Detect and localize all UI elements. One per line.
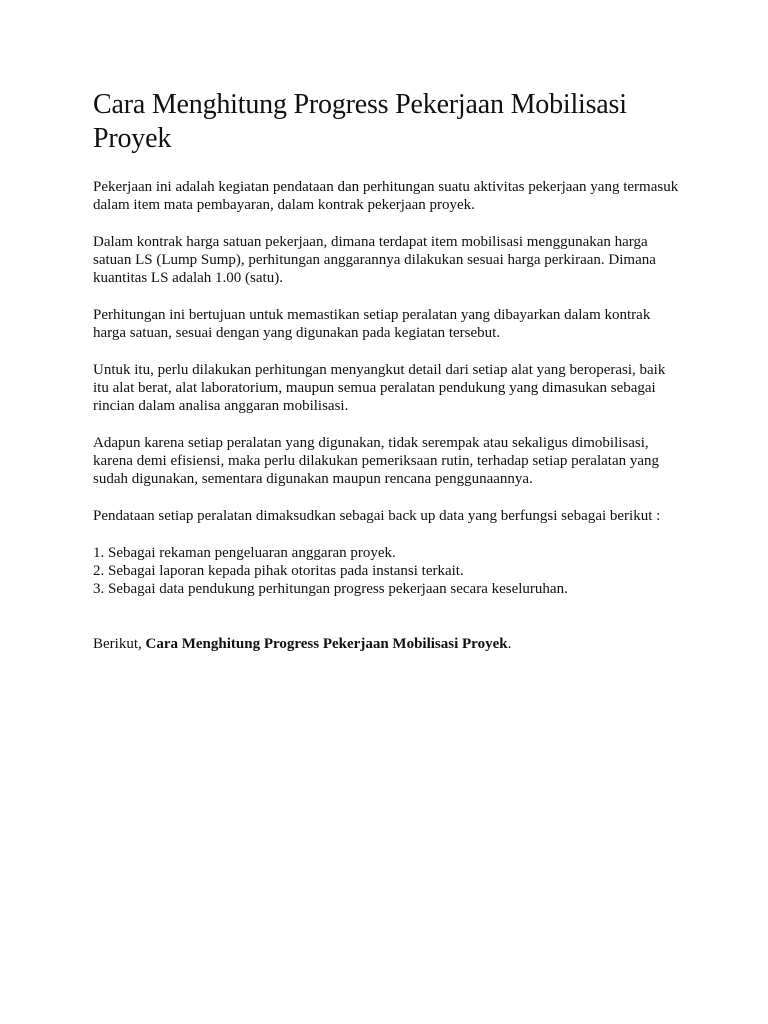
list-item: 2. Sebagai laporan kepada pihak otoritas pada instansi terkait. bbox=[93, 563, 464, 579]
paragraph-3: Perhitungan ini bertujuan untuk memastikan setiap peralatan yang dibayarkan dalam kontrak harga satuan, sesuai dengan yang digunakan pada kegiatan tersebut. bbox=[93, 307, 651, 341]
paragraph-4: Untuk itu, perlu dilakukan perhitungan menyangkut detail dari setiap alat yang beroperasi, baik itu alat berat, alat laboratorium, maupun semua peralatan pendukung yang dimasukan sebagai rincian dalam analisa anggaran mobilisasi. bbox=[93, 362, 666, 414]
paragraph-1: Pekerjaan ini adalah kegiatan pendataan dan perhitungan suatu aktivitas pekerjaan yang termasuk dalam item mata pembayaran, dalam kontrak pekerjaan proyek. bbox=[93, 179, 679, 213]
page-title: Cara Menghitung Progress Pekerjaan Mobilisasi Proyek bbox=[93, 89, 627, 154]
paragraph-5: Adapun karena setiap peralatan yang digunakan, tidak serempak atau sekaligus dimobilisasi, karena demi efisiensi, maka perlu dilakukan pemeriksaan rutin, terhadap setiap peralatan yang sudah digunakan, sementara digunakan maupun rencana penggunaannya. bbox=[93, 435, 660, 487]
list-item: 3. Sebagai data pendukung perhitungan progress pekerjaan secara keseluruhan. bbox=[93, 581, 568, 597]
closing-bold-title: Cara Menghitung Progress Pekerjaan Mobilisasi Proyek bbox=[145, 636, 508, 652]
list-item: 1. Sebagai rekaman pengeluaran anggaran proyek. bbox=[93, 545, 396, 561]
paragraph-2: Dalam kontrak harga satuan pekerjaan, dimana terdapat item mobilisasi menggunakan harga satuan LS (Lump Sump), perhitungan anggarannya dilakukan sesuai harga perkiraan. Dimana kuantitas LS adalah 1.00 (satu). bbox=[93, 234, 656, 286]
backup-purpose-list bbox=[93, 544, 683, 598]
paragraph-6: Pendataan setiap peralatan dimaksudkan sebagai back up data yang berfungsi sebagai berikut : bbox=[93, 508, 661, 524]
closing-line bbox=[93, 635, 683, 653]
document-page bbox=[93, 88, 683, 653]
closing-suffix: . bbox=[507, 636, 512, 652]
closing-prefix: Berikut, bbox=[93, 636, 146, 652]
